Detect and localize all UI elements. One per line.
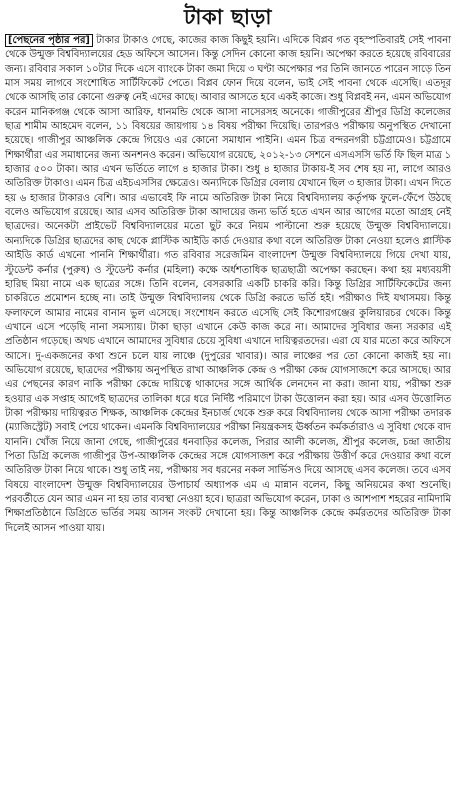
article-body-text: টাকার টাকাও গেছে, কাজের কাজ কিছুই হয়নি। এদিকে বিপ্লব গত বৃহস্পতিবারই সেই পাবনা থেকে উন্মুক্ত বিশ্ববিদ্যালয়ের হেড অফিসে আসেন। কিন্তু সেদিন কোনো কাজ হয়নি। অপেক্ষা করতে হয়েছে রবিবারের জন্য। রবিবার সকাল ১০টার দিকে এসে ব্যাংকে টাকা জমা দিয়ে ৩ ঘণ্টা অপেক্ষার পর তিনি জানতে পারেন সাড়ে তিন মাস সময় লাগবে সংশোধিত সার্টিফিকেট পেতে। বিপ্লব ফোন দিয়ে বলেন, ভাই সেই পাবনা থেকে এসেছি। এতদূর থেকে আসছি তার কোনো গুরুত্ব নেই এদের কাছে। আবার আসতে হবে একই কাজে। শুধু বিপ্লবই নন, এমন অভিযোগ করেন মানিকগঞ্জ থেকে আসা আরিফ, ধানমন্ডি থেকে আসা নাসেরসহ অনেকে। গাজীপুরের শ্রীপুর ডিগ্রি কলেজের ছাত্র শামীম আহমেদ বলেন, ১১ বিষয়ের জায়গায় ১৪ বিষয় পরীক্ষা দিয়েছি। তারপরও পরীক্ষায় অনুপস্থিত দেখানো হয়েছে। গাজীপুর আঞ্চলিক কেন্দ্রে গিয়েও এর কোনো সমাধান পাইনি। এমন চিত্র বন্দরনগরী চট্টগ্রামেও। চট্টগ্রামে শিক্ষার্থীরা এর সমাধানের জন্য অনশনও করেন। অভিযোগ রয়েছে, ২০১২-১৩ সেশনে এসএসসি ভর্তি ফি ছিল মাত্র ১ হাজার ৫০০ টাকা। আর এখন ভর্তিতে লাগে ৪ হাজার টাকা। শুধু ৪ হাজার টাকায়-ই সব শেষ হয় না, লাগে আরও অতিরিক্ত টাকাও। এমন চিত্র এইচএসসির ক্ষেত্রেও। অন্যদিকে ডিগ্রির বেলায় যেখানে ছিল ৩ হাজার টাকা। এখন দিতে হয় ৬ হাজার টাকারও বেশি। আর এভাবেই ফি নামে অতিরিক্ত টাকা নিয়ে বিশ্ববিদ্যালয় কর্তৃপক্ষ ফুলে-ফেঁপে উঠছে বলেও অভিযোগ রয়েছে। আর এসব অতিরিক্ত টাকা আদায়ের জন্য ভর্তি হতে এখন আর আগের মতো আগ্রহ নেই ছাত্রদের। অনেকটা প্রাইভেট বিশ্ববিদ্যালয়ের মতো ছুট করে নিয়ম পাল্টানো শুরু হয়েছে উন্মুক্ত বিশ্ববিদ্যালয়ে। অন্যদিকে ডিগ্রির ছাত্রদের কাছ থেকে প্লাস্টিক আইডি কার্ড দেওয়ার কথা বলে অতিরিক্ত টাকা নেওয়া হলেও প্লাস্টিক আইডি কার্ড এখনো পাননি শিক্ষার্থীরা। গত রবিবার সরেজমিন বাংলাদেশ উন্মুক্ত বিশ্ববিদ্যালয়ে গিয়ে দেখা যায়, স্টুডেন্ট কর্নার (পুরুষ) ও স্টুডেন্ট কর্নার (মহিলা) কক্ষে অর্ধশতাধিক ছাত্রছাত্রী অপেক্ষা করছেন। কথা হয় মধ্যবয়সী হারিছ মিয়া নামে এক ছাত্রের সঙ্গে। তিনি বলেন, বেসরকারি একটি চাকরি করি। কিন্তু ডিগ্রির সার্টিফিকেটের জন্য চাকরিতে প্রমোশন হচ্ছে না। তাই উন্মুক্ত বিশ্ববিদ্যালয় থেকে ডিগ্রি করতে ভর্তি হই। পরীক্ষাও দিই যথাসময়। কিন্তু ফলাফলে আমার নামের বানান ভুল এসেছে। সংশোধন করতে এসেছি সেই কিশোরগঞ্জের কুলিয়ারচর থেকে। কিন্তু এখানে এসে পড়েছি নানা সমস্যায়। টাকা ছাড়া এখানে কেউ কাজ করে না। আমাদের সুবিধার জন্য সরকার এই প্রতিষ্ঠান গড়েছে। অথচ এখানে আমাদের সুবিধার চেয়ে সুবিধা এখানে দায়িত্বরতদের। এরা যে যার মতো করে অফিসে আসে। দু-একজনের কথা শুনে চলে যায় লাঞ্চে (দুপুরের খাবার)। আর লাঞ্চের পর তো কোনো কাজই হয় না। অভিযোগ রয়েছে, ছাত্রদের পরীক্ষায় অনুপস্থিত রাখা আঞ্চলিক কেন্দ্র ও পরীক্ষা কেন্দ্র যোগসাজশে করে আসছে। আর এর পেছনের কারণ নাকি পরীক্ষা কেন্দ্রে দায়িত্বে থাকাদের সঙ্গে আর্থিক লেনদেন না করা। জানা যায়, পরীক্ষা শুরু হওয়ার এক সপ্তাহ আগেই ছাত্রদের তালিকা ধরে ধরে নির্দিষ্ট পরিমাণে টাকা উত্তোলন করা হয়। আর এসব উত্তোলিত টাকা পরীক্ষায় দায়িত্বরত শিক্ষক, আঞ্চলিক কেন্দ্রের ইনচার্জ থেকে শুরু করে বিশ্ববিদ্যালয় থেকে আসা পরীক্ষা তদারক (ম্যাজিস্ট্রেট) সবাই পেয়ে থাকেন। এমনকি বিশ্ববিদ্যালয়ের পরীক্ষা নিয়ন্ত্রকসহ ঊর্ধ্বতন কর্মকর্তারাও এ সুবিধা থেকে বাদ যাননি। খোঁজ নিয়ে জানা গেছে, গাজীপুরের ধনবাড়ির কলেজ, পিরার আলী কলেজ, শ্রীপুর কলেজ, চন্দ্রা জাতীয় পিতা ডিগ্রি কলেজ গাজীপুর উপ-আঞ্চলিক কেন্দ্রের সঙ্গে যোগসাজশ করে পরীক্ষায় উত্তীর্ণ করে দেওয়ার কথা বলে অতিরিক্ত টাকা নিয়ে থাকে। শুধু তাই নয়, পরীক্ষায় সব ধরনের নকল সার্ভিসও দিয়ে আসছে এসব কলেজ। তবে এসব বিষয়ে বাংলাদেশ উন্মুক্ত বিশ্ববিদ্যালয়ের উপাচার্য অধ্যাপক এম এ মান্নান বলেন, কিছু অনিয়মের কথা শুনেছি। পরবর্তীতে যেন আর এমন না হয় তার ব্যবস্থা নেওয়া হবে। ছাত্ররা অভিযোগ করেন, ঢাকা ও আশপাশ শহরের নামিদামি শিক্ষাপ্রতিষ্ঠানে ডিগ্রিতে ভর্তির সময় আসন সংকট দেখানো হয়। কিন্তু আঞ্চলিক কেন্দ্রে কর্মরতদের অতিরিক্ত টাকা দিলেই আসন পাওয়া যায়। <box>5 35 451 534</box>
article-body <box>5 34 451 536</box>
article-headline: টাকা ছাড়া <box>183 5 273 29</box>
continued-from-tag: [পেছনের পৃষ্ঠার পর] <box>5 34 93 47</box>
